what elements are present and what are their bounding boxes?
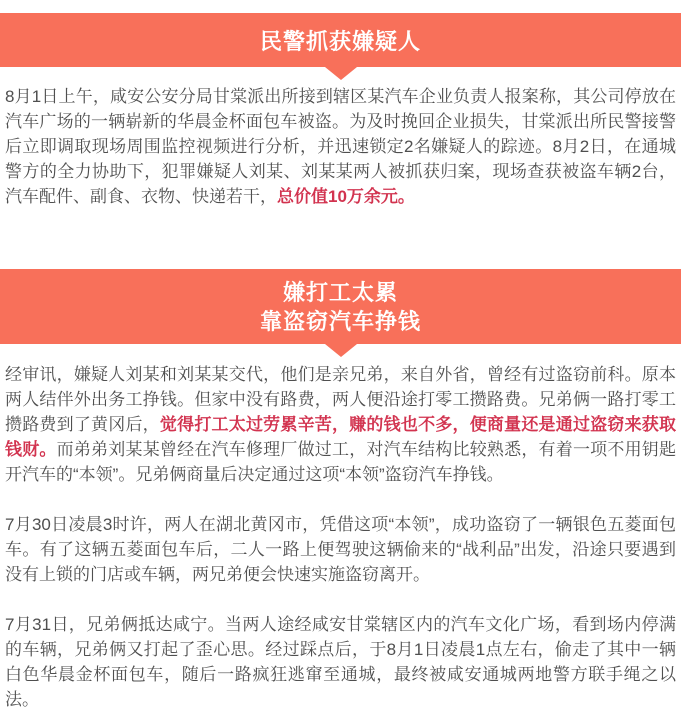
highlight-text-motive: 觉得打工太过劳累辛苦，赚的钱也不多，便商量还是通过盗窃来获取钱财。: [5, 415, 677, 459]
banner-title: 民警抓获嫌疑人: [259, 28, 421, 54]
banner-pointer-down-triangle: [325, 67, 357, 80]
article-paragraph: [5, 612, 676, 712]
paragraph-text: 而弟弟刘某某曾经在汽车修理厂做过工，对汽车结构比较熟悉，有着一项不用钥匙开汽车的“本领”。兄弟俩商量后决定通过这项“本领”盗窃汽车挣钱。: [5, 440, 677, 484]
highlight-text-total-value: 总价值10万余元。: [277, 187, 415, 206]
article-body-section1: [0, 84, 681, 209]
paragraph-text: 8月1日上午，咸安公安分局甘棠派出所接到辖区某汽车企业负责人报案称，其公司停放在汽车广场的一辆崭新的华晨金杯面包车被盗。为及时挽回企业损失，甘棠派出所民警接警后立即调取现场周围监控视频进行分析，并迅速锁定2名嫌疑人的踪迹。8月2日，在通城警方的全力协助下，犯罪嫌疑人刘某、刘某某两人被抓获归案，现场查获被盗车辆2台，汽车配件、副食、衣物、快递若干，: [5, 87, 676, 206]
paragraph-text: 7月30日凌晨3时许，两人在湖北黄冈市，凭借这项“本领”，成功盗窃了一辆银色五菱面包车。有了这辆五菱面包车后，二人一路上便驾驶这辆偷来的“战利品”出发，沿途只要遇到没有上锁的门店或车辆，两兄弟便会快速实施盗窃离开。: [5, 515, 676, 584]
banner-line-1: 嫌打工太累: [282, 279, 398, 305]
section-banner-motive: [0, 269, 681, 344]
article-paragraph: [5, 362, 676, 487]
article-body-section2: [0, 362, 681, 712]
paragraph-text: 经审讯，嫌疑人刘某和刘某某交代，他们是亲兄弟，来自外省，曾经有过盗窃前科。原本两人结伴外出务工挣钱。但家中没有路费，两人便沿途打零工攒路费。兄弟俩一路打零工攒路费到了黄冈后，: [5, 365, 676, 434]
article-paragraph: [5, 512, 676, 587]
paragraph-text: 7月31日，兄弟俩抵达咸宁。当两人途经咸安甘棠辖区内的汽车文化广场，看到场内停满的车辆，兄弟俩又打起了歪心思。经过踩点后，于8月1日凌晨1点左右，偷走了其中一辆白色华晨金杯面包车，随后一路疯狂逃窜至通城，最终被咸安通城两地警方联手绳之以法。: [5, 615, 676, 709]
section-banner-police-capture: [0, 13, 681, 67]
banner-pointer-down-triangle: [325, 344, 357, 357]
article-paragraph: [5, 84, 676, 209]
banner-line-2: 靠盗窃汽车挣钱: [259, 308, 421, 334]
